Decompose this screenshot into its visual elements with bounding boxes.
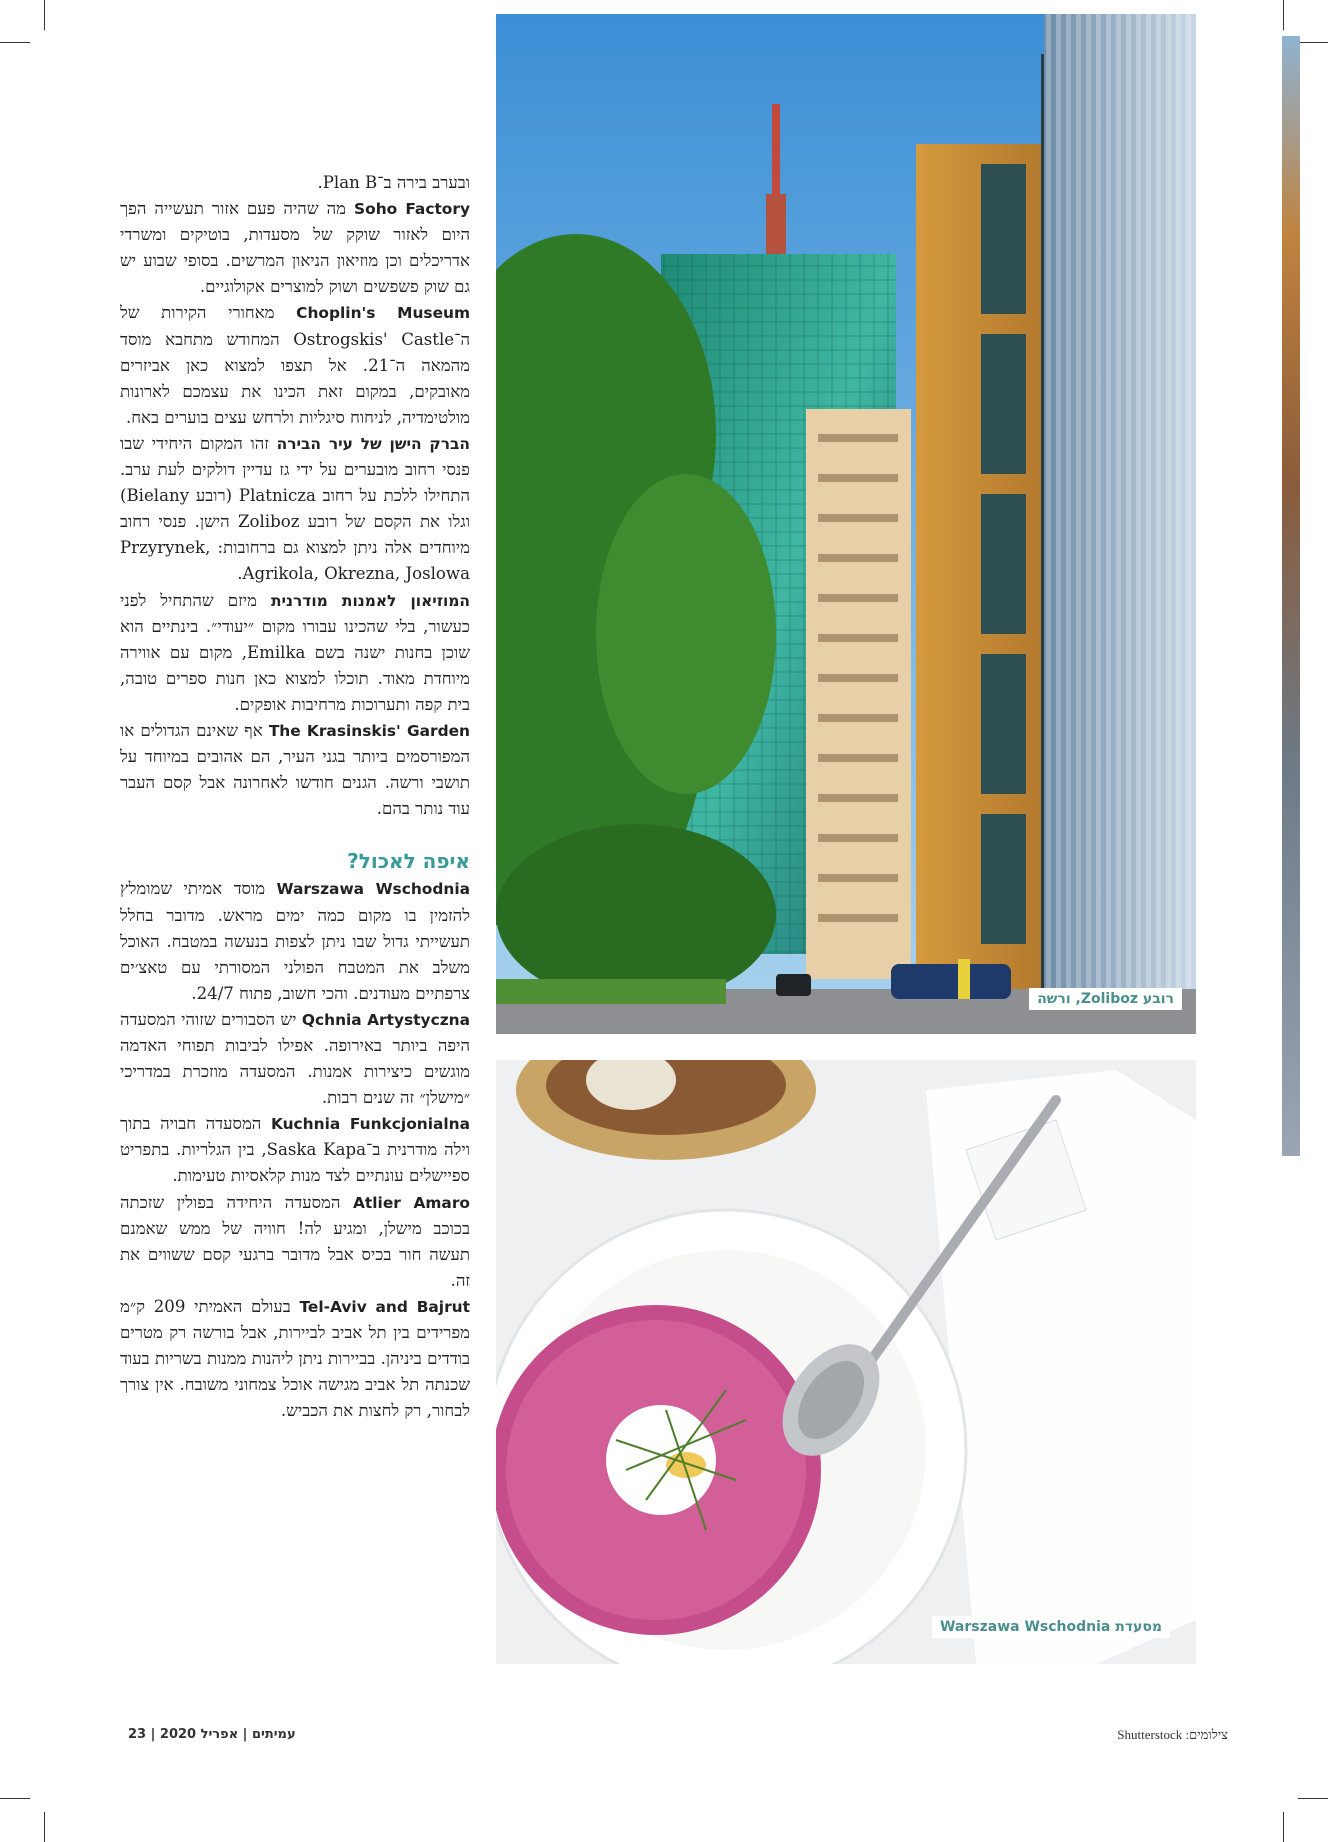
entry-text: בעולם האמיתי 209 ק״מ מפרידים בין תל אביב לביירות, אבל בורשה רק מטרים בודדים ביניהן. בביירות ניתן ליהנות ממנות בשריות בעוד שכנתה תל אביב מגישה אוכל צמחוני משובח. אין צורך לבחור, רק לחצות את הכביש. <box>120 1296 470 1421</box>
crop-mark <box>44 0 45 30</box>
crop-mark <box>1298 42 1328 43</box>
entry-text: יש הסבורים שזוהי המסעדה היפה ביותר באירופה. אפילו לביבות תפוחי האדמה מוגשים כיצירות אמנות. המסעדה מוזכרת במדריכי ״מישלן״ זה שנים רבות. <box>120 1009 470 1108</box>
entry-text: מה שהיה פעם אזור תעשייה הפך היום לאזור שוקק של מסעדות, בוטיקים ומשרדי אדריכלים וכן מוזיאון הניאון המרשים. בסופי שבוע יש גם שוק פשפשים ושוק למוצרים אקולוגיים. <box>120 199 470 297</box>
crop-mark <box>0 42 30 43</box>
beet-soup-illustration <box>496 1060 1196 1664</box>
entry-text: המסעדה היחידה בפולין שזכתה בכוכב מישלן, ומגיע לה! חוויה של ממש שאמנם תעשה חור בכיס אבל מדובר ברגעי קסם ששווים את זה. <box>120 1192 470 1290</box>
crop-mark <box>1298 1798 1328 1799</box>
food-heading: איפה לאכול? <box>347 849 470 874</box>
entry-text: מוסד אמיתי שמומלץ להזמין בו מקום כמה ימים מראש. מדובר בחלל תעשייתי גדול שבו ניתן לצפות בנעשה במטבח. האוכל משלב את המטבח הפולני המסורתי עם טאצ׳ים צרפתיים מעודנים. והכי חשוב, פתוח 24/7. <box>120 879 470 1003</box>
entry-title: Qchnia Artystyczna <box>301 1010 470 1029</box>
entry-text: אף שאינם הגדולים או המפורסמים ביותר בגני העיר, הם אהובים במיוחד על תושבי ורשה. הגנים חודשו לאחרונה אבל קסם העבר עוד נותר בהם. <box>120 720 470 819</box>
entry-modern-art <box>120 588 470 718</box>
entry-text: מיזם שהתחיל לפני כעשור, בלי שהכינו עבורו מקום ״יעודי״. בינתיים הוא שוכן בחנות ישנה בשם Emilka, מקום עם אווירה מיוחדת מאוד. תוכלו למצוא כאן חנות ספרים טובה, בית קפה ותערוכות מרחיבות אופקים. <box>120 590 470 714</box>
beet-soup-photo <box>496 1060 1196 1664</box>
food-entry <box>120 1111 470 1189</box>
entry-title: Choplin's Museum <box>296 304 471 323</box>
entry-choplin <box>120 300 470 430</box>
food-entry <box>120 1007 470 1111</box>
entry-title: Atlier Amaro <box>353 1193 470 1212</box>
page-info: עמיתים | אפריל 2020 | 23 <box>128 1727 296 1742</box>
entry-title: Kuchnia Funkcjonialna <box>270 1115 471 1134</box>
crop-mark <box>1283 1812 1284 1842</box>
entry-title: הברק הישן של עיר הבירה <box>276 434 470 453</box>
entry-text: מאחורי הקירות של ה־Ostrogskis' Castle המחודש מתחבא מוסד מהמאה ה־21. אל תצפו למצוא כאן אביזרים מאובקים, במקום זאת הכינו את עצמכם לארונות מולטימדיה, לניחוח סיגליות ולרחש עצים בוערים באח. <box>120 303 470 427</box>
crop-mark <box>44 1812 45 1842</box>
entry-title: The Krasinskis' Garden <box>268 721 470 740</box>
food-entry <box>120 876 470 1006</box>
food-entry <box>120 1294 470 1424</box>
entry-title: Warszawa Wschodnia <box>276 880 470 899</box>
food-caption: מסעדת Warszawa Wschodnia <box>932 1616 1170 1638</box>
crop-mark <box>0 1798 30 1799</box>
city-street-illustration <box>496 14 1196 1034</box>
entry-title: המוזיאון לאמנות מודרנית <box>271 591 470 610</box>
intro-line: ובערב בירה ב־Plan B. <box>317 173 470 192</box>
next-page-photo-sliver <box>1282 36 1300 1156</box>
food-entry <box>120 1190 470 1294</box>
entry-gaslamps <box>120 431 470 588</box>
photo-credit: צילומים: Shutterstock <box>1117 1727 1228 1742</box>
entry-title: Soho Factory <box>354 200 470 219</box>
crop-mark <box>1283 0 1284 30</box>
street-caption: רובע Zoliboz, ורשה <box>1029 988 1182 1010</box>
article-column <box>120 170 470 1424</box>
entry-text: המסעדה חבויה בתוך וילה מודרנית ב־Saska Kapa, בין הגלריות. בתפריט ספיישלים עונתיים לצד מנות קלאסיות טעימות. <box>120 1114 470 1186</box>
entry-text: זהו המקום היחידי שבו פנסי רחוב מובערים על ידי גז עדיין דולקים לעת ערב. התחילו ללכת על רחוב Platnicza (רובע Bielany) וגלו את הקסם של רובע Zoliboz הישן. פנסי רחוב מיוחדים אלה ניתן למצוא גם ברחובות: Przyrynek, Agrikola, Okrezna, Joslowa. <box>120 433 470 584</box>
entry-soho <box>120 196 470 300</box>
entry-garden <box>120 718 470 822</box>
entry-title: Tel-Aviv and Bajrut <box>299 1297 470 1316</box>
city-street-photo <box>496 14 1196 1034</box>
